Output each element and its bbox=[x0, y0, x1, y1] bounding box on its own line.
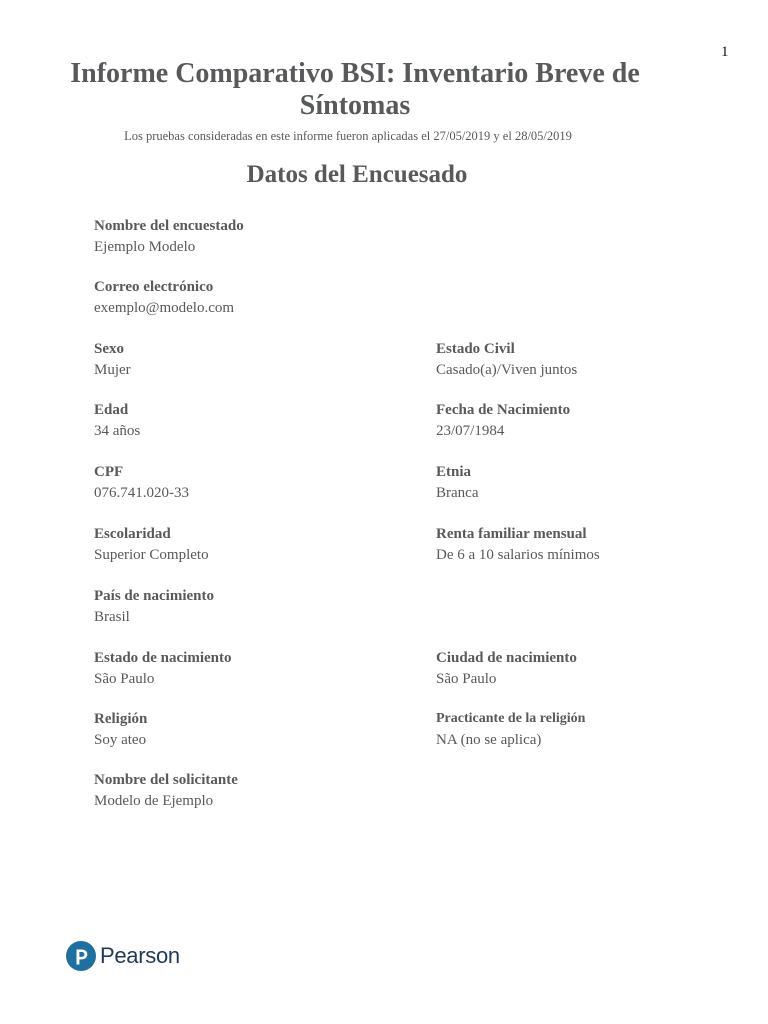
section-title: Datos del Encuesado bbox=[246, 161, 468, 188]
field-value: Mujer bbox=[94, 362, 131, 378]
pearson-logo bbox=[66, 941, 180, 971]
field-pais-nacimiento bbox=[94, 586, 214, 627]
field-estado-civil bbox=[436, 339, 577, 380]
field-label: Escolaridad bbox=[94, 526, 171, 542]
field-value: Ejemplo Modelo bbox=[94, 239, 196, 255]
field-label: Nombre del solicitante bbox=[94, 772, 238, 788]
field-label: Religión bbox=[94, 711, 148, 727]
field-value: São Paulo bbox=[94, 671, 155, 687]
field-renta bbox=[436, 524, 600, 565]
field-escolaridad bbox=[94, 524, 209, 565]
field-value: Superior Completo bbox=[94, 547, 209, 563]
field-value: Modelo de Ejemplo bbox=[94, 793, 214, 809]
report-subtitle: Los pruebas consideradas en este informe fueron aplicadas el 27/05/2019 y el 28/05/2019 bbox=[124, 129, 572, 143]
field-value: Casado(a)/Viven juntos bbox=[436, 362, 578, 378]
field-value: 076.741.020-33 bbox=[94, 485, 189, 501]
field-estado-nacimiento bbox=[94, 648, 232, 689]
field-edad bbox=[94, 400, 140, 441]
field-fecha-nacimiento bbox=[436, 400, 570, 441]
field-label: País de nacimiento bbox=[94, 588, 214, 604]
field-label: Renta familiar mensual bbox=[436, 526, 587, 542]
field-value: De 6 a 10 salarios mínimos bbox=[436, 547, 600, 563]
field-label: Etnia bbox=[436, 464, 472, 480]
field-correo bbox=[94, 277, 234, 318]
field-label: Sexo bbox=[94, 341, 124, 357]
field-value: Soy ateo bbox=[94, 732, 147, 748]
field-sexo bbox=[94, 339, 131, 380]
field-practicante bbox=[436, 709, 585, 750]
field-religion bbox=[94, 709, 147, 750]
field-etnia bbox=[436, 462, 478, 503]
field-label: Nombre del encuestado bbox=[94, 218, 244, 234]
report-title: Informe Comparativo BSI: Inventario Breve de Síntomas bbox=[70, 58, 640, 121]
field-value: NA (no se aplica) bbox=[436, 732, 542, 748]
field-label: Fecha de Nacimiento bbox=[436, 402, 571, 418]
field-value: Brasil bbox=[94, 609, 130, 625]
field-solicitante bbox=[94, 770, 238, 811]
field-label: Practicante de la religión bbox=[436, 711, 586, 726]
field-label: Ciudad de nacimiento bbox=[436, 650, 577, 666]
field-value: 23/07/1984 bbox=[436, 423, 505, 439]
pearson-logo-icon bbox=[66, 941, 96, 971]
field-value: São Paulo bbox=[436, 671, 497, 687]
page-number: 1 bbox=[721, 44, 729, 60]
field-label: Edad bbox=[94, 402, 129, 418]
field-label: Estado de nacimiento bbox=[94, 650, 232, 666]
field-label: Correo electrónico bbox=[94, 279, 214, 295]
field-nombre bbox=[94, 216, 244, 257]
field-label: Estado Civil bbox=[436, 341, 515, 357]
field-value: Branca bbox=[436, 485, 479, 501]
field-value: exemplo@modelo.com bbox=[94, 300, 235, 316]
field-value: 34 años bbox=[94, 423, 141, 439]
field-ciudad-nacimiento bbox=[436, 648, 577, 689]
field-label: CPF bbox=[94, 464, 124, 480]
field-cpf bbox=[94, 462, 189, 503]
pearson-logo-text: Pearson bbox=[100, 943, 180, 968]
